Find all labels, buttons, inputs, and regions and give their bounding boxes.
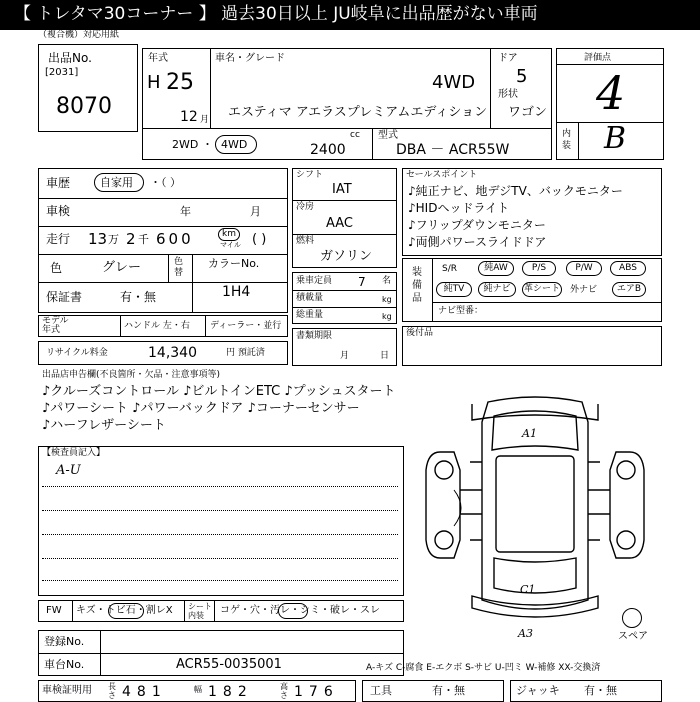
shift-label: シフト bbox=[296, 170, 324, 180]
inspection-year-unit: 年 bbox=[180, 205, 191, 218]
diagram-c1-mark: C1 bbox=[520, 583, 536, 596]
sheet-subtitle: （複合機）対応用紙 bbox=[38, 30, 120, 40]
capacity-unit: 名 bbox=[382, 276, 392, 286]
ac-value: AAC bbox=[326, 216, 353, 231]
color-value: グレー bbox=[102, 260, 142, 275]
drive-4wd: 4WD bbox=[221, 138, 248, 151]
spare-label: スペア bbox=[618, 631, 648, 642]
month: 12 bbox=[180, 109, 198, 125]
damage-legend: A-キズ C-腐食 E-エクボ S-サビ U-凹ミ W-補修 XX-交換済 bbox=[366, 663, 601, 673]
fw-items: キズ・トビ石・割レX bbox=[76, 605, 173, 616]
height-value: 176 bbox=[294, 684, 339, 700]
seat-circle bbox=[278, 603, 308, 619]
fw-label: FW bbox=[46, 605, 62, 616]
width-label: 幅 bbox=[194, 685, 202, 694]
body-label: 形状 bbox=[498, 89, 518, 100]
capacity-value: 7 bbox=[358, 275, 366, 289]
history-rest: ・（ ） bbox=[150, 176, 181, 189]
equip-label: 装備品 bbox=[412, 267, 422, 304]
weight-kg-unit: kg bbox=[382, 312, 392, 321]
jack-value: 有・無 bbox=[584, 684, 617, 697]
model-code: DBA － ACR55W bbox=[396, 142, 510, 158]
lot-code: [2031] bbox=[45, 67, 79, 78]
length-value: 481 bbox=[122, 684, 167, 700]
shift-value: IAT bbox=[332, 182, 352, 197]
warranty-value: 有・無 bbox=[120, 290, 157, 304]
seat-items: コゲ・穴・汚レ・シミ・破レ・スレ bbox=[220, 605, 380, 616]
fw-circle bbox=[108, 603, 144, 619]
exhibit-line: ♪ハーフレザーシート bbox=[42, 418, 166, 433]
chassis-label: 車台No. bbox=[44, 658, 85, 671]
inspection-month-unit: 月 bbox=[250, 205, 261, 218]
sales-point: ♪フリップダウンモニター bbox=[408, 218, 546, 232]
eval-label: 評価点 bbox=[584, 53, 612, 63]
doc-label: 書類期限 bbox=[296, 331, 333, 341]
height-label: 高さ bbox=[280, 682, 288, 700]
equip-ext-navi: 外ナビ bbox=[570, 285, 598, 295]
recycle-label: リサイクル料金 bbox=[46, 348, 108, 358]
exhibit-label: 出品店申告欄(不良箇所・欠品・注意事項等) bbox=[42, 370, 221, 380]
inspector-label: 【検査員記入】 bbox=[42, 448, 106, 458]
interior-score: B bbox=[604, 121, 627, 156]
exhibit-line: ♪クルーズコントロール ♪ビルトインETC ♪プッシュスタート bbox=[42, 384, 396, 399]
drive-separator: ・ bbox=[202, 138, 213, 151]
drive-text: 4WD bbox=[432, 72, 476, 93]
doors-label: ドア bbox=[498, 53, 518, 64]
model-label: 車名・グレード bbox=[215, 53, 285, 64]
doc-day-unit: 日 bbox=[380, 351, 390, 361]
history-label: 車歴 bbox=[46, 176, 71, 190]
equip-sr: S/R bbox=[442, 264, 457, 274]
cert-label: 車検証明用 bbox=[42, 685, 92, 696]
capacity-label: 乗車定員 bbox=[296, 276, 333, 286]
drive-2wd: 2WD bbox=[172, 138, 199, 151]
equip-tv: 純TV bbox=[436, 282, 472, 297]
model-year-label: モデル年式 bbox=[42, 316, 69, 335]
equip-airbag: エアB bbox=[612, 282, 646, 297]
inspector-box bbox=[38, 446, 404, 596]
doc-month-unit: 月 bbox=[340, 351, 350, 361]
year-label: 年式 bbox=[148, 53, 168, 64]
sales-label: セールスポイント bbox=[406, 170, 478, 180]
chassis-value: ACR55-0035001 bbox=[176, 657, 282, 672]
diagram-a1-mark: A1 bbox=[522, 427, 537, 440]
man-unit: 万 bbox=[108, 233, 119, 246]
eval-score: 4 bbox=[596, 66, 626, 120]
color-no: 1H4 bbox=[222, 284, 251, 300]
tool-value: 有・無 bbox=[432, 684, 465, 697]
history-value: 自家用 bbox=[100, 176, 133, 189]
equip-abs: ABS bbox=[610, 261, 646, 276]
fuel-value: ガソリン bbox=[320, 249, 373, 264]
color-change-label: 色替 bbox=[174, 257, 184, 278]
tool-label: 工具 bbox=[370, 684, 392, 697]
equip-leather: 革シート bbox=[522, 282, 562, 297]
sales-point: ♪HIDヘッドライト bbox=[408, 201, 510, 215]
seat-label: シート内装 bbox=[188, 602, 212, 620]
equip-ps: P/S bbox=[522, 261, 556, 276]
body-type: ワゴン bbox=[508, 105, 548, 120]
color-no-label: カラーNo. bbox=[208, 257, 260, 270]
mile-unit: マイル bbox=[220, 241, 241, 249]
load-kg-unit: kg bbox=[382, 295, 392, 304]
mileage-man: 13 bbox=[88, 230, 108, 248]
fuel-label: 燃料 bbox=[296, 236, 315, 246]
dealer-label: ディーラー・並行 bbox=[210, 321, 282, 331]
mileage-paren: ( ) bbox=[252, 232, 267, 247]
handle-label: ハンドル 左・右 bbox=[124, 321, 190, 331]
diagram-a3-mark: A3 bbox=[518, 627, 533, 640]
width-value: 182 bbox=[208, 684, 253, 700]
length-label: 長さ bbox=[108, 682, 116, 700]
equip-pw: P/W bbox=[566, 261, 602, 276]
load-label: 積載量 bbox=[296, 293, 324, 303]
month-unit: 月 bbox=[200, 115, 210, 125]
navi-model-label: ナビ型番： bbox=[438, 306, 484, 316]
spare-tire-icon bbox=[622, 608, 642, 628]
banner-text: 【 トレタマ30コーナー 】 過去30日以上 JU岐阜に出品歴がない車両 bbox=[14, 4, 538, 24]
year: 25 bbox=[166, 70, 194, 95]
sales-point: ♪純正ナビ、地デジTV、バックモニター bbox=[408, 184, 623, 198]
exhibit-line: ♪パワーシート ♪パワーバックドア ♪コーナーセンサー bbox=[42, 401, 360, 416]
mileage-sen: 2 bbox=[126, 230, 136, 248]
jack-label: ジャッキ bbox=[516, 684, 560, 697]
displacement: 2400 bbox=[310, 142, 346, 158]
type-label: 型式 bbox=[378, 130, 398, 141]
era: H bbox=[147, 72, 161, 93]
mileage-label: 走行 bbox=[46, 232, 71, 246]
recycle-value: 14,340 bbox=[148, 345, 197, 361]
afterparts-box bbox=[402, 326, 662, 366]
mileage-rest: 600 bbox=[156, 230, 194, 248]
interior-label: 内装 bbox=[562, 129, 572, 151]
lot-number: 8070 bbox=[56, 94, 112, 119]
equip-aw: 純AW bbox=[478, 261, 514, 276]
ac-label: 冷房 bbox=[296, 202, 315, 212]
sen-unit: 千 bbox=[138, 233, 149, 246]
reg-label: 登録No. bbox=[44, 635, 85, 648]
inspection-label: 車検 bbox=[46, 204, 71, 218]
car-name: エスティマ アエラスプレミアムエディション bbox=[228, 105, 488, 120]
afterparts-label: 後付品 bbox=[406, 328, 434, 338]
recycle-unit: 円 預託済 bbox=[226, 348, 265, 358]
sales-point: ♪両側パワースライドドア bbox=[408, 235, 547, 249]
km-unit: km bbox=[222, 229, 236, 239]
cc-label: cc bbox=[350, 130, 360, 140]
color-label: 色 bbox=[50, 261, 63, 275]
weight-label: 総重量 bbox=[296, 310, 324, 320]
equip-navi: 純ナビ bbox=[478, 282, 516, 297]
lot-label: 出品No. bbox=[48, 51, 92, 65]
warranty-label: 保証書 bbox=[46, 290, 83, 304]
inspector-note: A-U bbox=[56, 463, 81, 478]
doors-value: 5 bbox=[516, 66, 528, 87]
